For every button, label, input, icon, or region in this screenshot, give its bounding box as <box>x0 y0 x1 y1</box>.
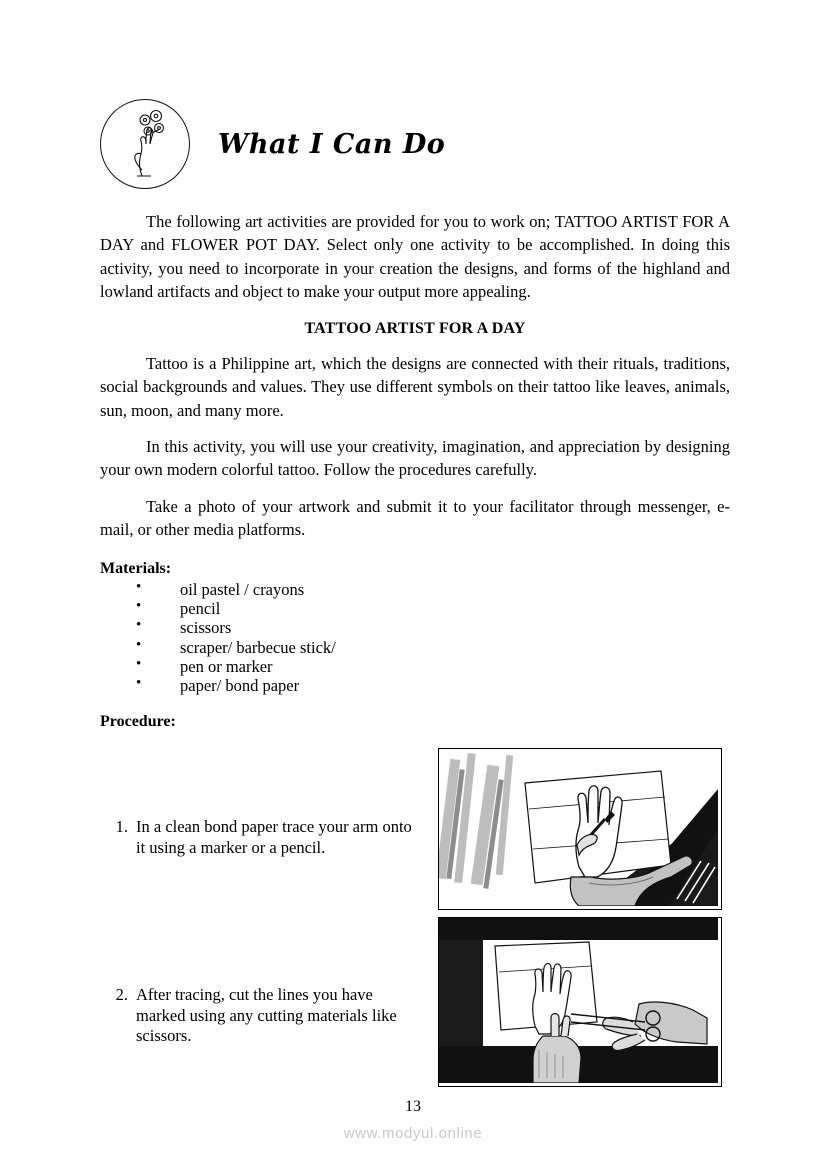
activity-paragraph-2: In this activity, you will use your creativity, imagination, and appreciation by designing your own modern colorful tattoo. Follow the procedures carefully. <box>100 436 730 480</box>
list-item: • pencil <box>136 599 730 618</box>
step-text: In a clean bond paper trace your arm onto it using a marker or a pencil. <box>136 817 412 857</box>
list-item: • scissors <box>136 618 730 637</box>
activity-paragraph-1: Tattoo is a Philippine art, which the designs are connected with their rituals, traditions, social backgrounds and values. They use different symbols on their tattoo like leaves, animals, sun, moon, and many more. <box>100 353 730 420</box>
section-header <box>100 96 730 192</box>
step-number: 2. <box>115 985 128 1005</box>
step-number: 1. <box>115 817 128 837</box>
tracing-hand-illustration <box>438 748 722 910</box>
hand-with-flowers-icon <box>100 99 190 189</box>
activity-paragraph-3: Take a photo of your artwork and submit it to your facilitator through messenger, e-mail, or other media platforms. <box>100 496 730 540</box>
list-item: • pen or marker <box>136 657 730 676</box>
list-item: • oil pastel / crayons <box>136 580 730 599</box>
materials-label: Materials: <box>100 559 172 577</box>
procedure-label: Procedure: <box>100 713 176 731</box>
watermark: www.modyul.online <box>343 1125 483 1142</box>
page-number: 13 <box>405 1098 421 1115</box>
step-text: After tracing, cut the lines you have marked using any cutting materials like scissors. <box>136 985 397 1045</box>
cutting-hand-illustration <box>438 917 722 1087</box>
procedure-step-1 <box>104 817 424 857</box>
list-item: • paper/ bond paper <box>136 676 730 695</box>
page-content <box>100 96 730 1103</box>
materials-list <box>100 580 730 696</box>
procedure-step-2 <box>104 985 424 1045</box>
list-item: • scraper/ barbecue stick/ <box>136 638 730 657</box>
intro-paragraph: The following art activities are provided for you to work on; TATTOO ARTIST FOR A DAY and FLOWER POT DAY. Select only one activity to be accomplished. In doing this activity, you need to incorporate in your creation the designs, and forms of the highland and lowland artifacts and object to make your output more appealing. <box>100 212 730 302</box>
procedure-section <box>100 743 730 1103</box>
page-title: What I Can Do <box>218 128 446 160</box>
activity-heading: TATTOO ARTIST FOR A DAY <box>304 319 526 337</box>
